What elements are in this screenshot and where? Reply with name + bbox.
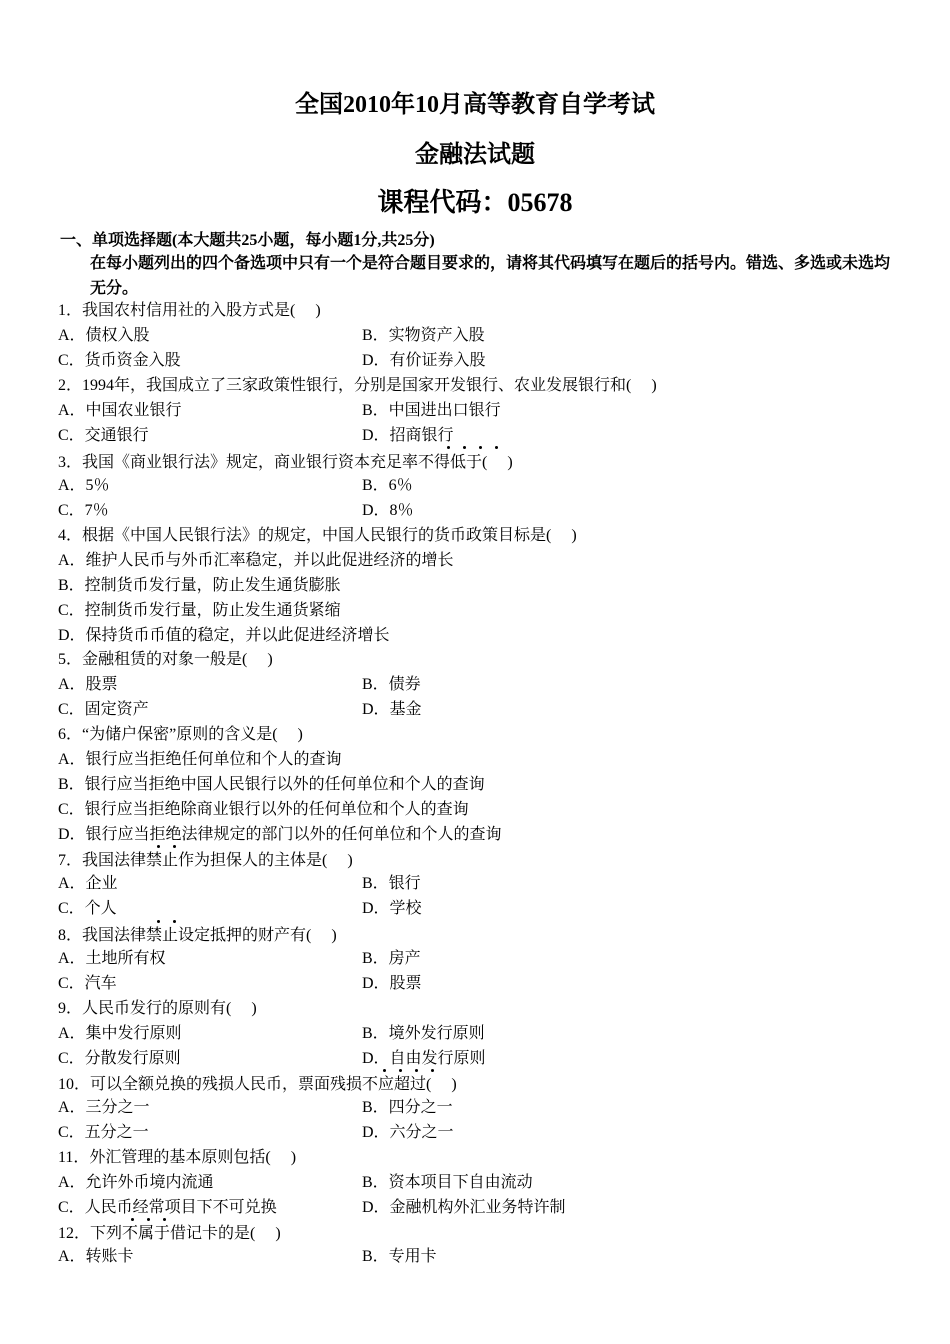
question-1-option-b: B．实物资产入股 (362, 327, 485, 344)
question-7-option-b: B．银行 (362, 875, 421, 892)
question-2-option-b: B．中国进出口银行 (362, 402, 501, 419)
question-3-option-a: A．5％ (58, 477, 110, 494)
question-1-option-a: A．债权入股 (58, 327, 150, 344)
question-6-option-c: C．银行应当拒绝除商业银行以外的任何单位和个人的查询 (58, 801, 469, 818)
question-5-option-b: B．债券 (362, 676, 421, 693)
question-11-option-a: A．允许外币境内流通 (58, 1174, 214, 1191)
question-2-option-a: A．中国农业银行 (58, 402, 182, 419)
question-3-option-d: D．8％ (362, 502, 414, 519)
question-4-option-b: B．控制货币发行量，防止发生通货膨胀 (58, 577, 341, 594)
question-6-option-d: D．银行应当拒绝法律规定的部门以外的任何单位和个人的查询 (58, 826, 502, 843)
question-1-option-d: D．有价证券入股 (362, 352, 486, 369)
question-12-option-b: B．专用卡 (362, 1248, 437, 1265)
question-8-option-d: D．股票 (362, 975, 422, 992)
question-9-option-b: B．境外发行原则 (362, 1025, 485, 1042)
question-11-option-c: C．人民币经常项目下不可兑换 (58, 1199, 277, 1216)
question-10-stem: 10．可以全额兑换的残损人民币，票面残损不应超过( ) (58, 1076, 457, 1093)
exam-subtitle: 金融法试题 (415, 142, 535, 168)
question-5-stem: 5．金融租赁的对象一般是( ) (58, 651, 273, 668)
section-instructions: 在每小题列出的四个备选项中只有一个是符合题目要求的，请将其代码填写在题后的括号内。错选、多选或未选均无分。 (90, 255, 891, 297)
question-7-option-d: D．学校 (362, 900, 422, 917)
question-7-option-a: A．企业 (58, 875, 118, 892)
question-4-stem: 4．根据《中国人民银行法》的规定，中国人民银行的货币政策目标是( ) (58, 527, 577, 544)
question-3-option-c: C．7％ (58, 502, 109, 519)
question-7-option-c: C．个人 (58, 900, 117, 917)
section-heading: 一、单项选择题(本大题共25小题，每小题1分,共25分) (60, 232, 435, 249)
question-6-stem: 6．“为储户保密”原则的含义是( ) (58, 726, 303, 743)
question-1-option-c: C．货币资金入股 (58, 352, 181, 369)
question-5-option-a: A．股票 (58, 676, 118, 693)
question-11-option-b: B．资本项目下自由流动 (362, 1174, 533, 1191)
question-12-option-a: A．转账卡 (58, 1248, 134, 1265)
question-9-option-c: C．分散发行原则 (58, 1050, 181, 1067)
course-code: 课程代码：05678 (377, 188, 573, 217)
question-7-stem: 7．我国法律禁止作为担保人的主体是( ) (58, 852, 353, 869)
question-4-option-a: A．维护人民币与外币汇率稳定，并以此促进经济的增长 (58, 552, 454, 569)
question-4-option-d: D．保持货币币值的稳定，并以此促进经济增长 (58, 627, 390, 644)
question-8-stem: 8．我国法律禁止设定抵押的财产有( ) (58, 927, 337, 944)
question-3-stem: 3．我国《商业银行法》规定，商业银行资本充足率不得低于( ) (58, 454, 513, 471)
question-8-option-b: B．房产 (362, 950, 421, 967)
question-10-option-a: A．三分之一 (58, 1099, 150, 1116)
question-2-stem: 2．1994年，我国成立了三家政策性银行，分别是国家开发银行、农业发展银行和( ) (58, 377, 657, 394)
question-12-stem: 12．下列不属于借记卡的是( ) (58, 1225, 281, 1242)
question-4-option-c: C．控制货币发行量，防止发生通货紧缩 (58, 602, 341, 619)
question-1-stem: 1．我国农村信用社的入股方式是( ) (58, 302, 321, 319)
question-5-option-d: D．基金 (362, 701, 422, 718)
question-9-stem: 9．人民币发行的原则有( ) (58, 1000, 257, 1017)
question-11-option-d: D．金融机构外汇业务特许制 (362, 1199, 566, 1216)
question-2-option-c: C．交通银行 (58, 427, 149, 444)
question-6-option-b: B．银行应当拒绝中国人民银行以外的任何单位和个人的查询 (58, 776, 485, 793)
question-9-option-a: A．集中发行原则 (58, 1025, 182, 1042)
question-11-stem: 11．外汇管理的基本原则包括( ) (58, 1149, 297, 1166)
exam-title: 全国2010年10月高等教育自学考试 (295, 92, 655, 118)
question-6-option-a: A．银行应当拒绝任何单位和个人的查询 (58, 751, 342, 768)
question-9-option-d: D．自由发行原则 (362, 1050, 486, 1067)
question-10-option-b: B．四分之一 (362, 1099, 453, 1116)
question-2-option-d: D．招商银行 (362, 427, 454, 444)
question-8-option-a: A．土地所有权 (58, 950, 166, 967)
question-3-option-b: B．6％ (362, 477, 413, 494)
question-5-option-c: C．固定资产 (58, 701, 149, 718)
question-10-option-c: C．五分之一 (58, 1124, 149, 1141)
question-10-option-d: D．六分之一 (362, 1124, 454, 1141)
question-8-option-c: C．汽车 (58, 975, 117, 992)
